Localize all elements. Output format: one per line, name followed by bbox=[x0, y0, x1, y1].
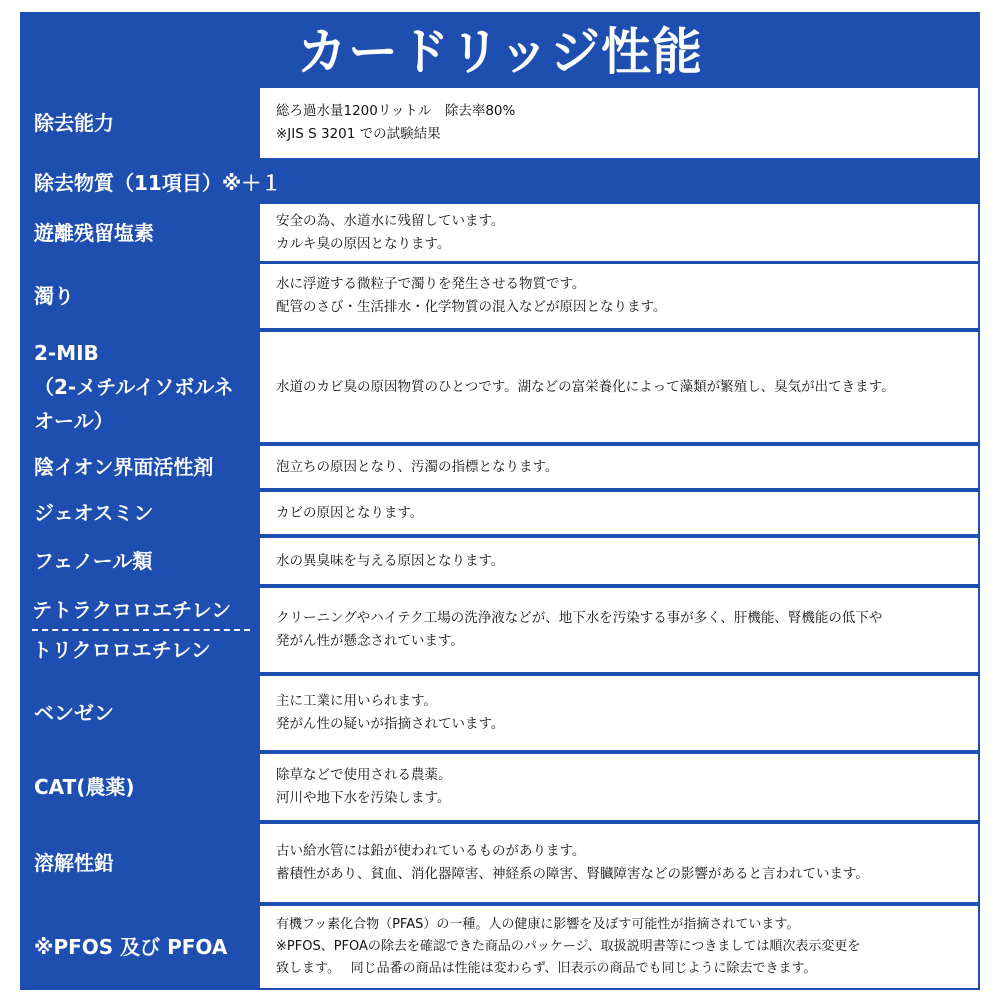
description-line: 河川や地下水を汚染します。 bbox=[276, 790, 451, 806]
row-geosmin bbox=[20, 492, 980, 534]
description-line: 蓄積性があり、貧血、消化器障害、神経系の障害、腎臓障害などの影響があると言われています。 bbox=[276, 866, 869, 882]
row-label: 濁り bbox=[34, 284, 74, 308]
row-pfos-pfoa bbox=[20, 906, 980, 988]
row-description bbox=[260, 824, 978, 902]
row-free-chlorine bbox=[20, 204, 980, 261]
row-label-line: （2-メチルイソボルネ bbox=[34, 375, 234, 399]
row-description bbox=[260, 906, 978, 988]
row-label: ベンゼン bbox=[34, 701, 114, 725]
row-label: CAT(農薬) bbox=[34, 775, 135, 799]
description-line: 発がん性が懸念されています。 bbox=[276, 633, 464, 649]
description-line: 除草などで使用される農薬。 bbox=[276, 767, 452, 783]
description-line: 水道のカビ臭の原因物質のひとつです。湖などの富栄養化によって藻類が繁殖し、臭気が出てきます。 bbox=[276, 378, 895, 395]
row-description bbox=[260, 754, 978, 820]
row-label: 溶解性鉛 bbox=[34, 851, 114, 875]
row-chloroethylenes bbox=[20, 588, 980, 672]
row-label-line: オール） bbox=[34, 409, 114, 433]
row-description bbox=[260, 676, 978, 750]
row-label: 除去能力 bbox=[34, 111, 114, 135]
description-line: ※PFOS、PFOAの除去を確認できた商品のパッケージ、取扱説明書等につきましては順次表示変更を bbox=[276, 939, 861, 954]
description-line: 配管のさび・生活排水・化学物質の混入などが原因となります。 bbox=[276, 299, 667, 315]
row-label-line: テトラクロロエチレン bbox=[32, 598, 232, 622]
row-label bbox=[20, 588, 260, 672]
row-turbidity bbox=[20, 264, 980, 328]
row-soluble-lead bbox=[20, 824, 980, 902]
section-header-row bbox=[20, 160, 980, 202]
row-benzene bbox=[20, 676, 980, 750]
page-title: カードリッジ性能 bbox=[297, 23, 703, 81]
row-description bbox=[260, 264, 978, 328]
description-line: 水に浮遊する微粒子で濁りを発生させる物質です。 bbox=[276, 276, 586, 292]
description-line: 水の異臭味を与える原因となります。 bbox=[276, 552, 505, 569]
description-line: 主に工業に用いられます。 bbox=[276, 693, 437, 709]
performance-table bbox=[20, 12, 980, 990]
row-description bbox=[260, 88, 978, 158]
row-description bbox=[260, 446, 978, 488]
row-label: ジェオスミン bbox=[34, 501, 154, 525]
section-header: 除去物質（11項目）※＋１ bbox=[34, 170, 282, 195]
description-line: カルキ臭の原因となります。 bbox=[276, 235, 451, 252]
row-description bbox=[260, 492, 978, 534]
description-line: 発がん性の疑いが指摘されています。 bbox=[276, 716, 505, 732]
row-label: ※PFOS 及び PFOA bbox=[34, 935, 228, 959]
description-line: 総ろ過水量1200リットル 除去率80% bbox=[276, 103, 516, 119]
description-line: ※JIS S 3201 での試験結果 bbox=[276, 126, 441, 142]
row-description bbox=[260, 588, 978, 672]
row-description bbox=[260, 538, 978, 584]
row-label-line: 2-MIB bbox=[34, 341, 99, 365]
description-line: 泡立ちの原因となり、汚濁の指標となります。 bbox=[276, 458, 559, 475]
row-label bbox=[20, 332, 260, 442]
row-capacity bbox=[20, 88, 980, 158]
description-line: カビの原因となります。 bbox=[276, 504, 424, 521]
row-label: 遊離残留塩素 bbox=[34, 220, 154, 245]
row-anionic-surfactant bbox=[20, 446, 980, 488]
row-label: 陰イオン界面活性剤 bbox=[34, 455, 214, 479]
description-line: 古い給水管には鉛が使われているものがあります。 bbox=[276, 843, 586, 859]
row-description bbox=[260, 332, 978, 442]
description-line: 安全の為、水道水に残留しています。 bbox=[276, 212, 505, 229]
row-description bbox=[260, 204, 978, 261]
row-label: フェノール類 bbox=[34, 549, 153, 573]
row-label-line: トリクロロエチレン bbox=[32, 638, 211, 662]
description-line: 致します。 同じ品番の商品は性能は変わらず、旧表示の商品でも同じように除去できます。 bbox=[276, 961, 817, 976]
row-2-mib bbox=[20, 332, 980, 442]
description-line: クリーニングやハイテク工場の洗浄液などが、地下水を汚染する事が多く、肝機能、腎機能の低下や bbox=[276, 610, 883, 626]
row-phenols bbox=[20, 538, 980, 584]
description-line: 有機フッ素化合物（PFAS）の一種。人の健康に影響を及ぼす可能性が指摘されています。 bbox=[276, 917, 800, 932]
label-divider bbox=[32, 629, 250, 631]
row-cat-pesticide bbox=[20, 754, 980, 820]
